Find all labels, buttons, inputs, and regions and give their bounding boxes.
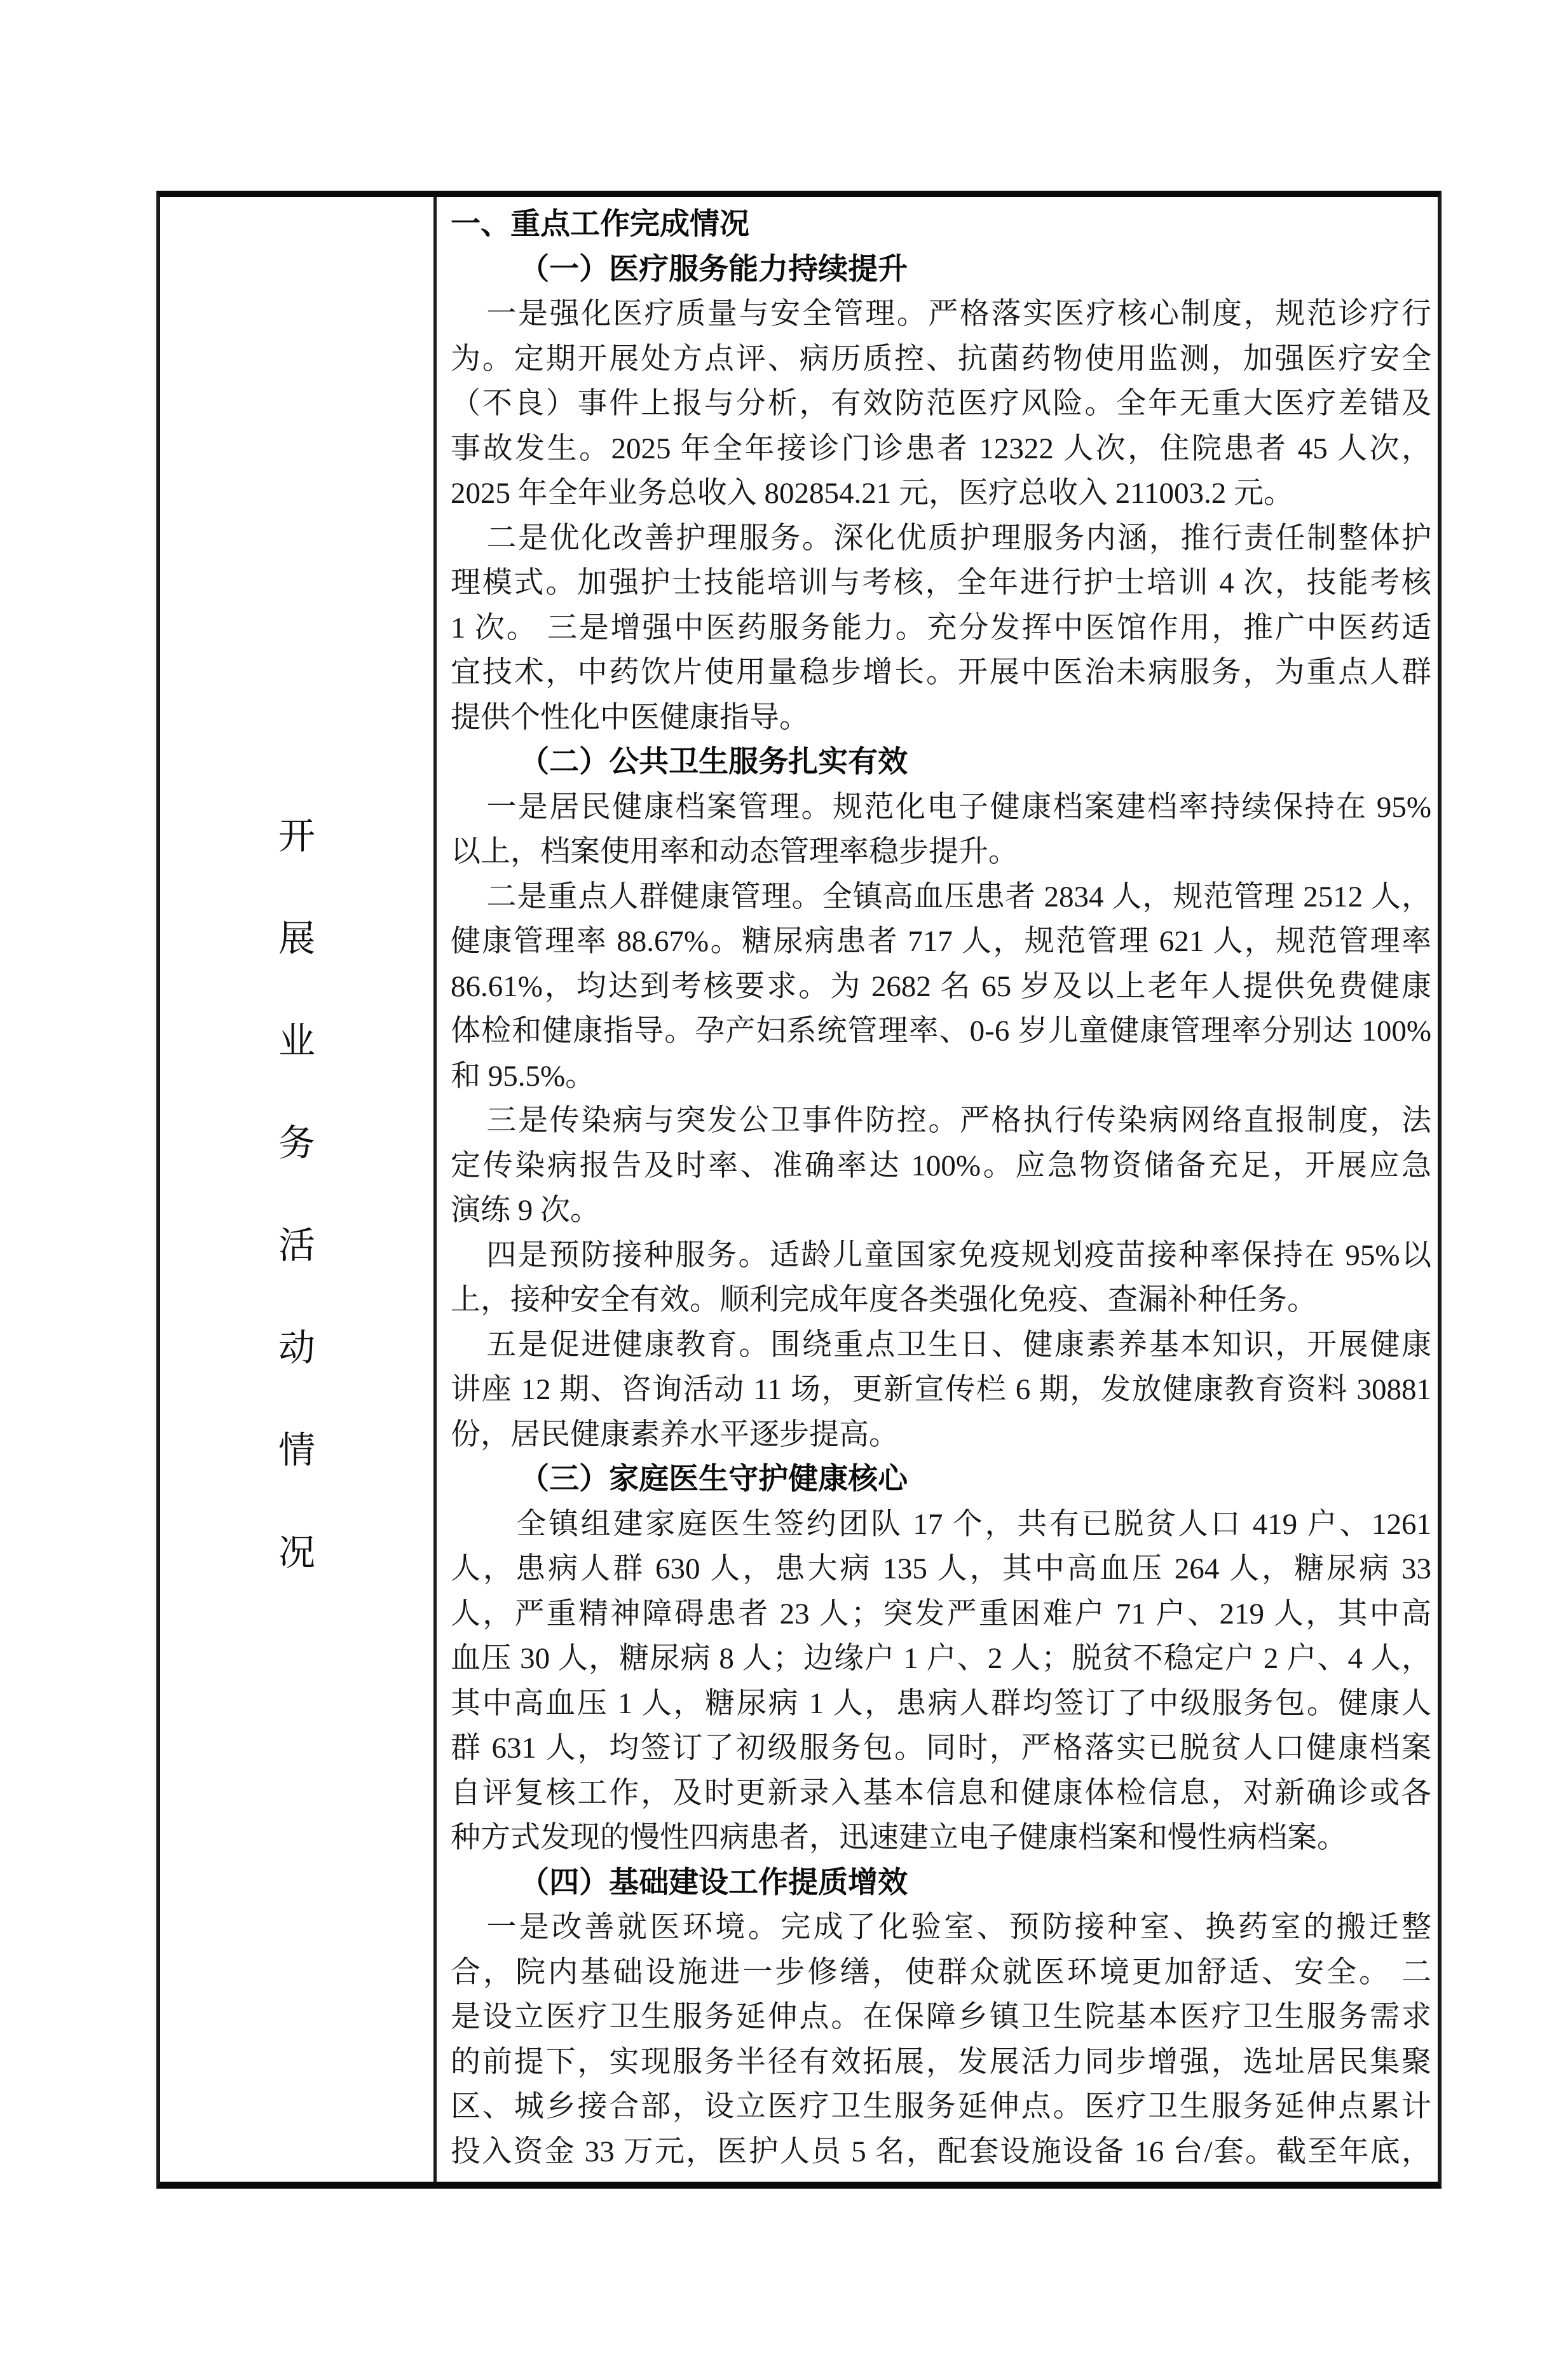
content-line: 讲座 12 期、咨询活动 11 场，更新宣传栏 6 期，发放健康教育资料 30881 bbox=[451, 1373, 1431, 1406]
business-activity-table bbox=[156, 191, 1442, 2189]
content-line: 健康管理率 88.67%。糖尿病患者 717 人，规范管理 621 人，规范管理率 bbox=[451, 925, 1431, 958]
content-line: 提供个性化中医健康指导。 bbox=[451, 701, 809, 734]
row-header-char: 动 bbox=[278, 1327, 315, 1369]
content-line: 血压 30 人，糖尿病 8 人；边缘户 1 户、2 人；脱贫不稳定户 2 户、4 人， bbox=[451, 1642, 1431, 1675]
content-line: 1 次。 三是增强中医药服务能力。充分发挥中医馆作用，推广中医药适 bbox=[451, 611, 1431, 645]
content-line: 以上，档案使用率和动态管理率稳步提升。 bbox=[451, 835, 1018, 868]
content-line: 群 631 人，均签订了初级服务包。同时，严格落实已脱贫人口健康档案 bbox=[451, 1732, 1431, 1765]
row-header-cell bbox=[160, 197, 437, 2182]
row-header-char: 情 bbox=[278, 1429, 315, 1471]
content-line: 二是优化改善护理服务。深化优质护理服务内涵，推行责任制整体护 bbox=[486, 521, 1431, 555]
content-line: 种方式发现的慢性四病患者，迅速建立电子健康档案和慢性病档案。 bbox=[451, 1821, 1347, 1854]
content-line: 理模式。加强护士技能培训与考核，全年进行护士培训 4 次，技能考核 bbox=[451, 566, 1431, 599]
content-line: 投入资金 33 万元，医护人员 5 名，配套设施设备 16 台/套。截至年底， bbox=[451, 2135, 1431, 2168]
content-line: 86.61%，均达到考核要求。为 2682 名 65 岁及以上老年人提供免费健康 bbox=[451, 969, 1431, 1003]
content-line: 一是强化医疗质量与安全管理。严格落实医疗核心制度，规范诊疗行 bbox=[486, 298, 1431, 331]
content-line: 其中高血压 1 人，糖尿病 1 人，患病人群均签订了中级服务包。健康人 bbox=[451, 1686, 1431, 1720]
content-line: 的前提下，实现服务半径有效拓展，发展活力同步增强，选址居民集聚 bbox=[451, 2045, 1431, 2079]
content-line: 份，居民健康素养水平逐步提高。 bbox=[451, 1418, 899, 1451]
content-line: 定传染病报告及时率、准确率达 100%。应急物资储备充足，开展应急 bbox=[451, 1149, 1431, 1182]
row-header-char: 展 bbox=[278, 917, 315, 959]
content-line: 宜技术，中药饮片使用量稳步增长。开展中医治未病服务，为重点人群 bbox=[451, 656, 1431, 689]
content-line: （四）基础建设工作提质增效 bbox=[519, 1866, 908, 1899]
content-line: 体检和健康指导。孕产妇系统管理率、0-6 岁儿童健康管理率分别达 100% bbox=[451, 1015, 1431, 1048]
content-line: 为。定期开展处方点评、病历质控、抗菌药物使用监测，加强医疗安全 bbox=[451, 342, 1431, 376]
content-line: 区、城乡接合部，设立医疗卫生服务延伸点。医疗卫生服务延伸点累计 bbox=[451, 2090, 1431, 2123]
row-header-char: 业 bbox=[278, 1020, 315, 1062]
content-line: 人，严重精神障碍患者 23 人；突发严重困难户 71 户、219 人，其中高 bbox=[451, 1597, 1431, 1631]
content-line: 演练 9 次。 bbox=[451, 1194, 600, 1227]
content-line: （二）公共卫生服务扎实有效 bbox=[519, 746, 908, 779]
content-line: 合，院内基础设施进一步修缮，使群众就医环境更加舒适、安全。 二 bbox=[451, 1955, 1431, 1989]
content-line: （不良）事件上报与分析，有效防范医疗风险。全年无重大医疗差错及 bbox=[451, 387, 1431, 420]
content-line: 一是居民健康档案管理。规范化电子健康档案建档率持续保持在 95% bbox=[486, 790, 1431, 824]
content-area bbox=[437, 197, 1438, 2182]
content-line: 上，接种安全有效。顺利完成年度各类强化免疫、查漏补种任务。 bbox=[451, 1283, 1317, 1317]
content-line: 和 95.5%。 bbox=[451, 1059, 596, 1093]
content-line: 一、重点工作完成情况 bbox=[451, 208, 749, 241]
content-line: 是设立医疗卫生服务延伸点。在保障乡镇卫生院基本医疗卫生服务需求 bbox=[451, 2000, 1431, 2034]
content-line: 五是促进健康教育。围绕重点卫生日、健康素养基本知识，开展健康 bbox=[486, 1328, 1431, 1362]
row-header-char: 开 bbox=[278, 815, 315, 857]
row-header-char: 活 bbox=[278, 1224, 315, 1266]
content-line: 全镇组建家庭医生签约团队 17 个，共有已脱贫人口 419 户、1261 bbox=[516, 1507, 1431, 1541]
content-line: 人，患病人群 630 人，患大病 135 人，其中高血压 264 人，糖尿病 33 bbox=[451, 1552, 1431, 1585]
content-line: 自评复核工作，及时更新录入基本信息和健康体检信息，对新确诊或各 bbox=[451, 1776, 1431, 1810]
content-line: （三）家庭医生守护健康核心 bbox=[519, 1463, 908, 1496]
content-line: 四是预防接种服务。适龄儿童国家免疫规划疫苗接种率保持在 95%以 bbox=[486, 1238, 1431, 1272]
content-line: 2025 年全年业务总收入 802854.21 元，医疗总收入 211003.2 元。 bbox=[451, 477, 1294, 510]
content-line: 二是重点人群健康管理。全镇高血压患者 2834 人，规范管理 2512 人， bbox=[486, 880, 1431, 913]
row-header-char: 况 bbox=[278, 1531, 315, 1573]
row-header-label bbox=[278, 817, 315, 1572]
content-line: 三是传染病与突发公卫事件防控。严格执行传染病网络直报制度，法 bbox=[486, 1104, 1431, 1137]
content-line: 事故发生。2025 年全年接诊门诊患者 12322 人次，住院患者 45 人次， bbox=[451, 432, 1431, 465]
row-header-char: 务 bbox=[278, 1122, 315, 1164]
content-line: 一是改善就医环境。完成了化验室、预防接种室、换药室的搬迁整 bbox=[486, 1911, 1431, 1944]
content-line: （一）医疗服务能力持续提升 bbox=[519, 252, 908, 286]
